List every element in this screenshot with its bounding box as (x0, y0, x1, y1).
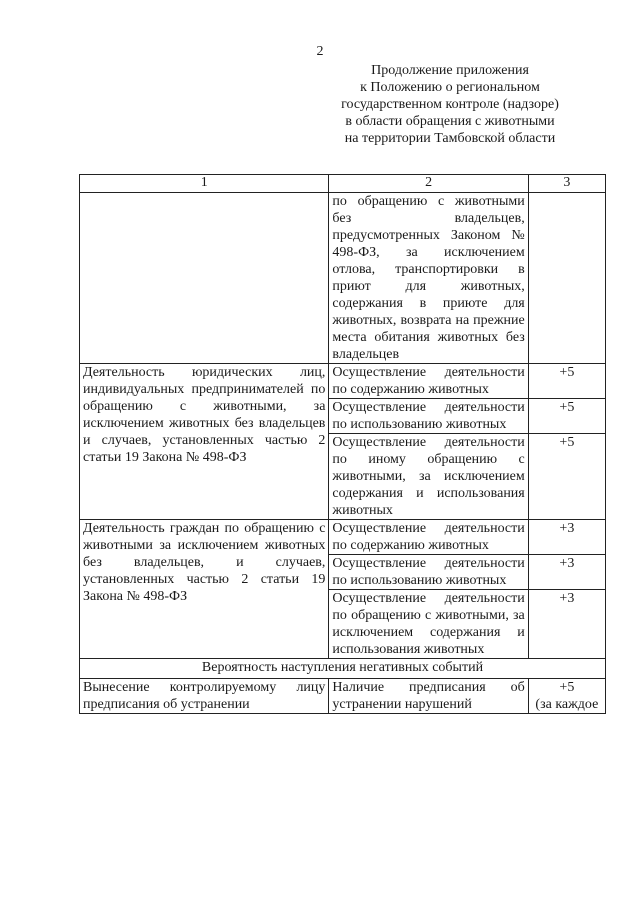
criterion-cell: Осуществление деятельности по использованию животных (329, 399, 528, 434)
table-row (80, 193, 606, 364)
score-cell: +3 (528, 555, 605, 590)
score-cell: +5 (528, 434, 605, 520)
column-number-row (80, 175, 606, 193)
column-number-1: 1 (80, 175, 329, 193)
column-number-3: 3 (528, 175, 605, 193)
criteria-table (79, 174, 606, 714)
empty-cell (80, 193, 329, 364)
empty-cell (528, 193, 605, 364)
criterion-cell: Осуществление деятельности по обращению с животными, за исключением содержания и использования животных (329, 590, 528, 659)
score-cell: +3 (528, 520, 605, 555)
score-cell: +3 (528, 590, 605, 659)
header-line: к Положению о региональном (360, 80, 540, 95)
section-title: Вероятность наступления негативных событий (80, 659, 606, 679)
header-line: в области обращения с животными (345, 114, 555, 129)
header-line: на территории Тамбовской области (344, 131, 556, 146)
section-row (80, 659, 606, 679)
header-line: Продолжение приложения (371, 63, 529, 78)
table-row (80, 679, 606, 714)
criterion-cell: Осуществление деятельности по содержанию животных (329, 364, 528, 399)
subject-cell-citizens: Деятельность граждан по обращению с животными за исключением животных без владельцев, и случаев, установленных частью 2 статьи 19 Закона № 498-ФЗ (80, 520, 329, 659)
page-number: 2 (316, 44, 324, 59)
header-line: государственном контроле (надзоре) (341, 97, 559, 112)
appendix-header (300, 62, 600, 147)
score-note: (за каждое (535, 697, 599, 712)
criterion-cell: по обращению с животными без владельцев, предусмотренных Законом № 498-ФЗ, за исключением отлова, транспортировки в приют для животных, содержания в приюте для животных, возврата на прежние места обитания животных без владельцев (329, 193, 528, 364)
score-cell: +5 (528, 399, 605, 434)
subject-cell: Вынесение контролируемому лицу предписания об устранении (80, 679, 329, 714)
score-value: +5 (559, 680, 575, 695)
criterion-cell: Осуществление деятельности по иному обращению с животными, за исключением содержания и использования животных (329, 434, 528, 520)
column-number-2: 2 (329, 175, 528, 193)
criterion-cell: Осуществление деятельности по использованию животных (329, 555, 528, 590)
score-cell: +5 (528, 364, 605, 399)
criterion-cell: Осуществление деятельности по содержанию животных (329, 520, 528, 555)
criterion-cell: Наличие предписания об устранении нарушений (329, 679, 528, 714)
table-row (80, 520, 606, 555)
score-cell (528, 679, 605, 714)
subject-cell-legal-entities: Деятельность юридических лиц, индивидуальных предпринимателей по обращению с животными, за исключением животных без владельцев и случаев, установленных частью 2 статьи 19 Закона № 498-ФЗ (80, 364, 329, 520)
table-row (80, 364, 606, 399)
